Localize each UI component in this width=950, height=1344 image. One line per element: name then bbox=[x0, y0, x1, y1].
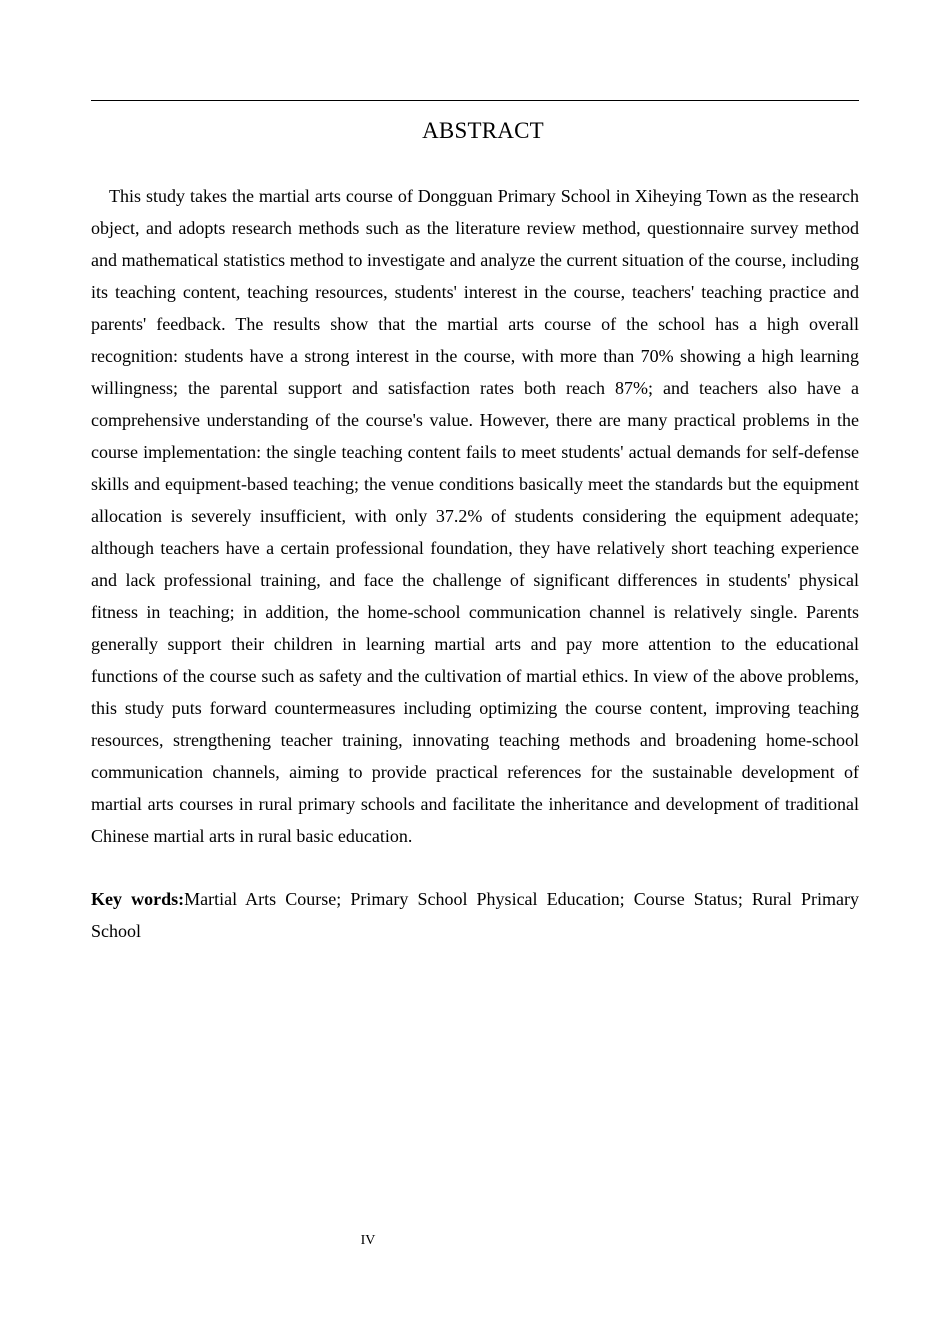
keywords-line bbox=[91, 883, 859, 947]
keywords-label: Key words: bbox=[91, 889, 185, 909]
header-rule bbox=[91, 100, 859, 101]
keywords-text: Martial Arts Course; Primary School Physical Education; Course Status; Rural Primary School bbox=[91, 889, 859, 941]
abstract-title: ABSTRACT bbox=[422, 118, 544, 143]
page-number: IV bbox=[360, 1233, 376, 1248]
abstract-body: This study takes the martial arts course of Dongguan Primary School in Xiheying Town as the research object, and adopts research methods such as the literature review method, questionnaire survey method and mathematical statistics method to investigate and analyze the current situation of the course, including its teaching content, teaching resources, students' interest in the course, teachers' teaching practice and parents' feedback. The results show that the martial arts course of the school has a high overall recognition: students have a strong interest in the course, with more than 70% showing a high learning willingness; the parental support and satisfaction rates both reach 87%; and teachers also have a comprehensive understanding of the course's value. However, there are many practical problems in the course implementation: the single teaching content fails to meet students' actual demands for self-defense skills and equipment-based teaching; the venue conditions basically meet the standards but the equipment allocation is severely insufficient, with only 37.2% of students considering the equipment adequate; although teachers have a certain professional foundation, they have relatively short teaching experience and lack professional training, and face the challenge of significant differences in students' physical fitness in teaching; in addition, the home-school communication channel is relatively single. Parents generally support their children in learning martial arts and pay more attention to the educational functions of the course such as safety and the cultivation of martial ethics. In view of the above problems, this study puts forward countermeasures including optimizing the course content, improving teaching resources, strengthening teacher training, innovating teaching methods and broadening home-school communication channels, aiming to provide practical references for the sustainable development of martial arts courses in rural primary schools and facilitate the inheritance and development of traditional Chinese martial arts in rural basic education. bbox=[91, 186, 859, 846]
